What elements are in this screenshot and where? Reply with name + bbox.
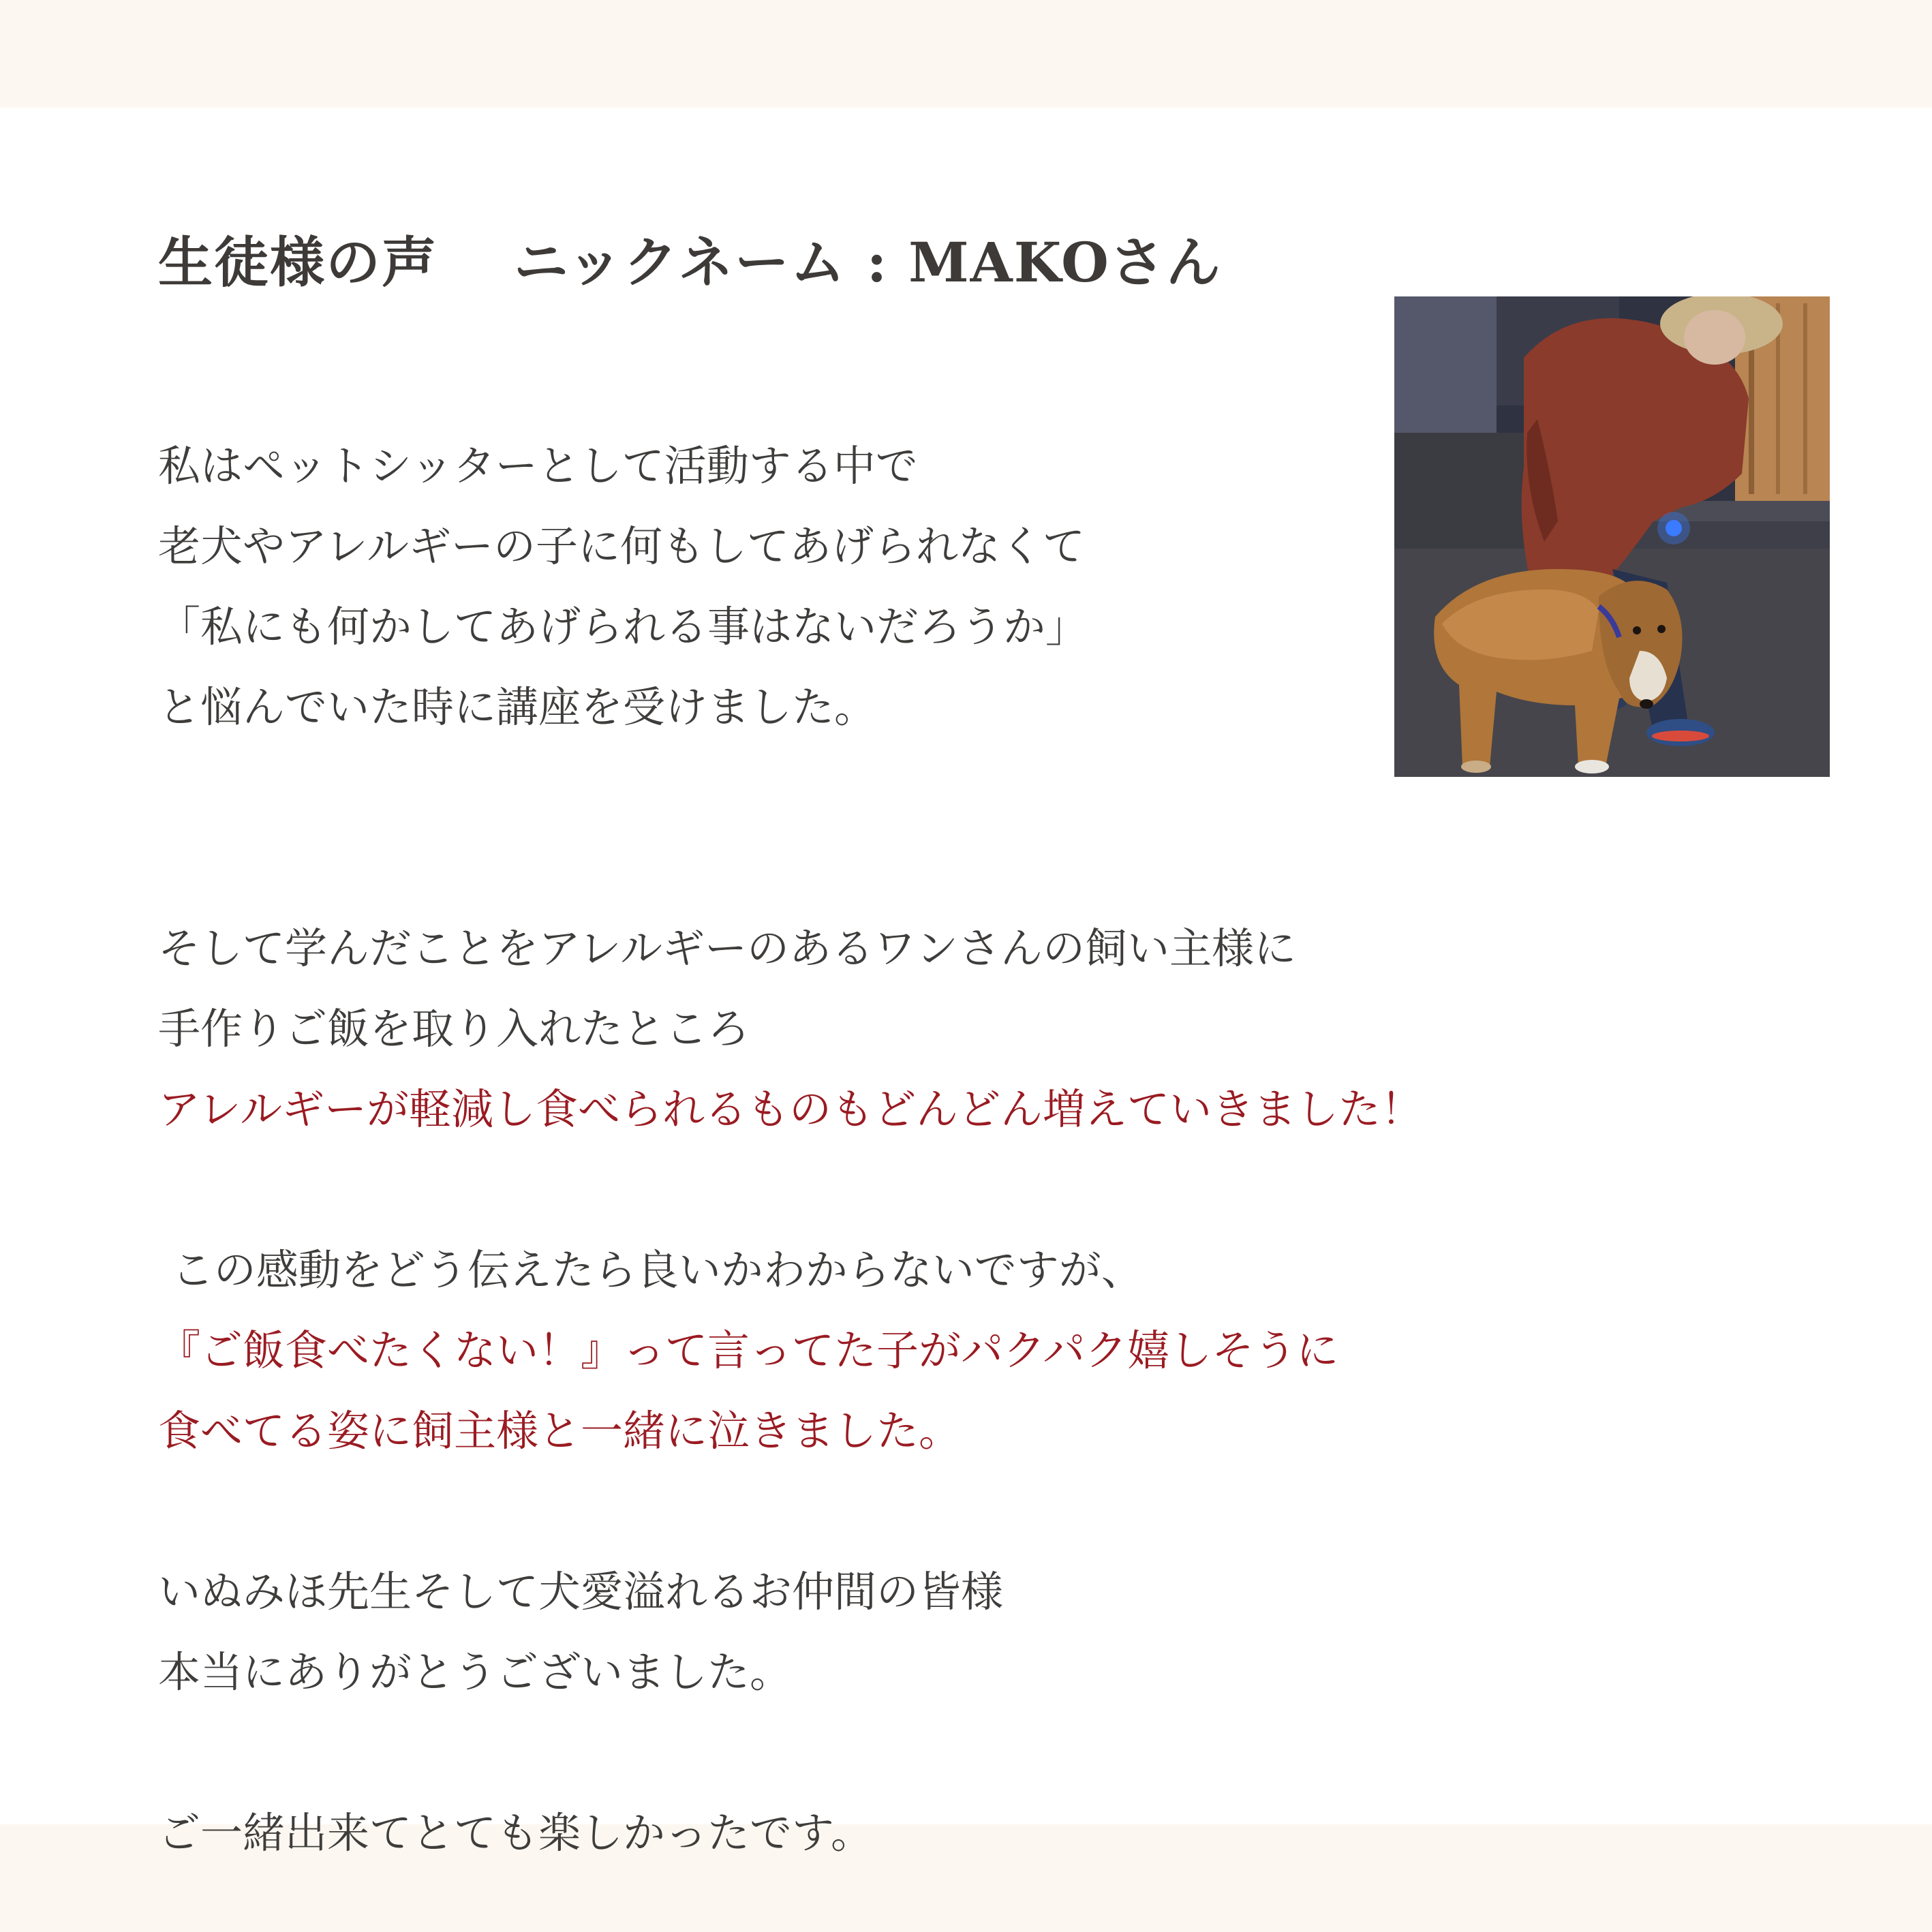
paragraph-5 — [158, 1793, 1794, 1873]
text-line: 手作りご飯を取り入れたところ — [158, 1004, 750, 1054]
text-line: 本当にありがとうございました。 — [158, 1647, 793, 1697]
highlight-line: アレルギーが軽減し食べられるものもどんどん増えていきました！ — [158, 1084, 1423, 1134]
highlight-line: 食べてる姿に飼主様と一緒に泣きました。 — [158, 1406, 962, 1456]
paragraph-spacer — [158, 748, 1794, 828]
text-line: この感動をどう伝えたら良いかわからないですが、 — [158, 1245, 1144, 1295]
text-line: そして学んだことをアレルギーのあるワンさんの飼い主様に — [158, 923, 1296, 973]
text-line: 老犬やアレルギーの子に何もしてあげられなくて — [158, 521, 1085, 571]
paragraph-spacer — [158, 1471, 1794, 1552]
text-line: 「私にも何かしてあげられる事はないだろうか」 — [158, 602, 1088, 651]
page-title: 生徒様の声 ニックネーム : MAKOさん — [158, 230, 1222, 294]
paragraph-1 — [158, 426, 1794, 748]
top-band — [0, 0, 1932, 108]
highlight-line: 『ご飯食べたくない！』って言ってた子がパクパク嬉しそうに — [158, 1325, 1339, 1375]
paragraph-spacer — [158, 1150, 1794, 1230]
paragraph-spacer — [158, 828, 1794, 908]
paragraph-4 — [158, 1552, 1794, 1713]
paragraph-3 — [158, 1230, 1794, 1471]
paragraph-2 — [158, 908, 1794, 1150]
text-line: ご一緒出来てとても楽しかったです。 — [158, 1808, 874, 1858]
text-line: 私はペットシッターとして活動する中で — [158, 441, 918, 491]
text-line: と悩んでいた時に講座を受けました。 — [158, 682, 877, 732]
text-line: いぬみほ先生そして犬愛溢れるお仲間の皆様 — [158, 1567, 1004, 1616]
paragraph-spacer — [158, 1713, 1794, 1793]
testimonial-body — [158, 426, 1794, 1873]
